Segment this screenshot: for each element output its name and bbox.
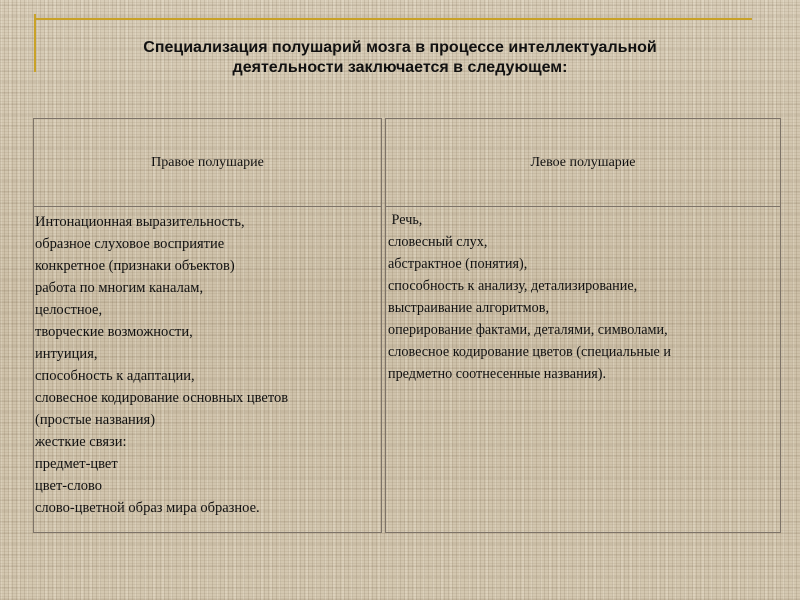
left-hemisphere-item: словесный слух, bbox=[388, 234, 488, 250]
right-hemisphere-item: работа по многим каналам, bbox=[35, 280, 204, 296]
left-hemisphere-item: словесное кодирование цветов (специальные и bbox=[388, 344, 671, 360]
right-hemisphere-column bbox=[33, 118, 382, 533]
slide-title bbox=[60, 38, 740, 78]
left-hemisphere-item: абстрактное (понятия), bbox=[388, 256, 528, 272]
right-hemisphere-item: цвет-слово bbox=[35, 478, 103, 494]
left-hemisphere-header: Левое полушарие bbox=[386, 119, 780, 207]
left-hemisphere-column bbox=[385, 118, 781, 533]
right-hemisphere-item: предмет-цвет bbox=[35, 456, 118, 472]
left-hemisphere-list bbox=[386, 207, 780, 385]
right-hemisphere-item: словесное кодирование основных цветов bbox=[35, 390, 289, 406]
left-hemisphere-item: способность к анализу, детализирование, bbox=[388, 278, 638, 294]
right-hemisphere-item: (простые названия) bbox=[35, 412, 156, 428]
right-hemisphere-item: жесткие связи: bbox=[35, 434, 127, 450]
left-hemisphere-item: Речь, bbox=[388, 212, 423, 228]
accent-horizontal-line bbox=[34, 18, 752, 20]
right-hemisphere-item: способность к адаптации, bbox=[35, 368, 195, 384]
right-hemisphere-item: целостное, bbox=[35, 302, 103, 318]
accent-vertical-line bbox=[34, 14, 36, 72]
right-hemisphere-item: конкретное (признаки объектов) bbox=[35, 258, 235, 274]
left-hemisphere-item: предметно соотнесенные названия). bbox=[388, 366, 607, 382]
right-hemisphere-item: слово-цветной образ мира образное. bbox=[35, 500, 260, 516]
slide-title-line-2: деятельности заключается в следующем: bbox=[232, 59, 568, 76]
slide-title-line-1: Специализация полушарий мозга в процессе интеллектуальной bbox=[143, 39, 657, 56]
right-hemisphere-item: Интонационная выразительность, bbox=[35, 214, 245, 230]
right-hemisphere-item: творческие возможности, bbox=[35, 324, 193, 340]
right-hemisphere-item: интуиция, bbox=[35, 346, 98, 362]
right-hemisphere-list bbox=[34, 207, 381, 519]
right-hemisphere-item: образное слуховое восприятие bbox=[35, 236, 225, 252]
right-hemisphere-header: Правое полушарие bbox=[34, 119, 381, 207]
left-hemisphere-item: оперирование фактами, деталями, символами, bbox=[388, 322, 668, 338]
left-hemisphere-item: выстраивание алгоритмов, bbox=[388, 300, 549, 316]
